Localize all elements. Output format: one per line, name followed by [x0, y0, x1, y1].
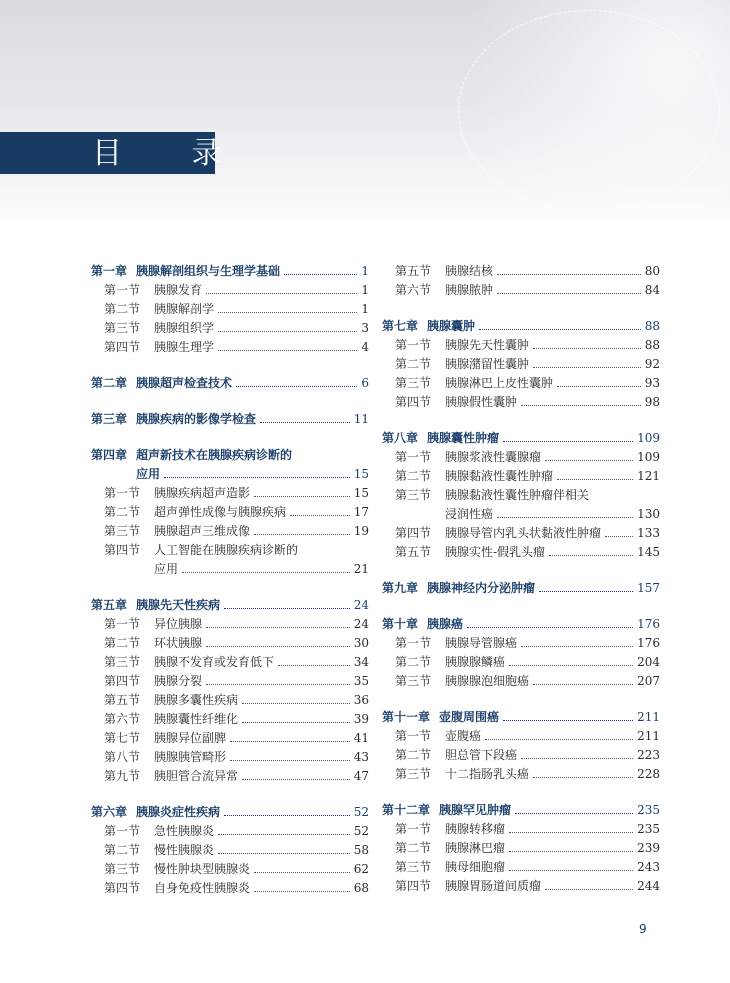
- page-ref: 41: [353, 731, 369, 745]
- toc-section-entry[interactable]: [382, 653, 660, 672]
- toc-section-entry[interactable]: [382, 281, 660, 300]
- page-ref: 243: [637, 860, 660, 874]
- page-ref: 235: [637, 822, 660, 836]
- toc-section-entry[interactable]: [382, 634, 660, 653]
- toc-section-entry[interactable]: [91, 710, 369, 729]
- dot-leader: [509, 656, 633, 666]
- toc-section-entry[interactable]: [91, 691, 369, 710]
- page-ref: 1: [361, 283, 369, 297]
- dot-leader: [206, 637, 350, 647]
- page-ref: 109: [637, 431, 660, 445]
- page-ref: 84: [644, 283, 660, 297]
- page-ref: 1: [361, 302, 369, 316]
- toc-section-entry[interactable]: [382, 765, 660, 784]
- toc-gap: [382, 598, 660, 615]
- section-number: 第四节: [104, 340, 141, 354]
- section-title: 胰腺脓肿: [445, 283, 494, 297]
- toc-gap: [91, 357, 369, 374]
- dot-leader: [557, 377, 641, 387]
- dot-leader: [533, 768, 633, 778]
- section-number: 第二节: [395, 841, 432, 855]
- page-ref: 133: [637, 526, 660, 540]
- section-number: 第一节: [395, 636, 432, 650]
- dot-leader: [533, 675, 633, 685]
- dot-leader: [509, 823, 633, 833]
- page-ref: 11: [353, 412, 369, 426]
- section-number: 第二节: [104, 302, 141, 316]
- section-title: 胰腺黏液性囊性肿瘤: [445, 469, 554, 483]
- chapter-number: 第十二章: [382, 803, 431, 817]
- section-number: 第三节: [395, 488, 432, 502]
- page-ref: 3: [361, 321, 369, 335]
- dot-leader: [515, 804, 633, 814]
- section-number: 第三节: [104, 655, 141, 669]
- page-ref: 30: [353, 636, 369, 650]
- toc-section-entry[interactable]: [382, 543, 660, 562]
- section-number: 第二节: [395, 357, 432, 371]
- section-number: 第一节: [395, 822, 432, 836]
- section-number: 第三节: [395, 767, 432, 781]
- toc-chapter-entry[interactable]: [91, 374, 369, 393]
- chapter-title: 胰腺超声检查技术: [136, 376, 233, 390]
- page-ref: 15: [353, 486, 369, 500]
- section-number: 第五节: [395, 545, 432, 559]
- chapter-title: 胰腺囊肿: [427, 319, 476, 333]
- section-title: 胰腺囊性纤维化: [154, 712, 239, 726]
- dot-leader: [605, 527, 633, 537]
- page-ref: 109: [637, 450, 660, 464]
- section-title: 胰腺淋巴上皮性囊肿: [445, 376, 554, 390]
- section-number: 第二节: [104, 636, 141, 650]
- dot-leader: [521, 749, 633, 759]
- section-number: 第四节: [395, 879, 432, 893]
- section-number: 第一节: [104, 824, 141, 838]
- chapter-title: 超声新技术在胰腺疾病诊断的: [136, 448, 293, 462]
- chapter-title: 胰腺疾病的影像学检查: [136, 412, 257, 426]
- chapter-title: 胰腺炎症性疾病: [136, 805, 221, 819]
- page-ref: 36: [353, 693, 369, 707]
- section-title: 胰腺发育: [154, 283, 203, 297]
- chapter-title: 胰腺神经内分泌肿瘤: [427, 581, 536, 595]
- dot-leader: [497, 508, 633, 518]
- toc-section-entry[interactable]: [382, 393, 660, 412]
- dot-leader: [260, 413, 350, 423]
- toc-section-entry[interactable]: [382, 672, 660, 691]
- page-ref: 1: [361, 264, 369, 278]
- dot-leader: [509, 861, 633, 871]
- toc-section-entry[interactable]: [91, 503, 369, 522]
- page-ref: 39: [353, 712, 369, 726]
- toc-section-entry[interactable]: [91, 300, 369, 319]
- dot-leader: [290, 506, 350, 516]
- section-title: 胰腺结核: [445, 264, 494, 278]
- section-title: 慢性胰腺炎: [154, 843, 215, 857]
- section-number: 第四节: [395, 526, 432, 540]
- toc-section-entry[interactable]: [382, 374, 660, 393]
- dot-leader: [533, 358, 641, 368]
- toc-section-entry[interactable]: [91, 822, 369, 841]
- section-number: 第五节: [104, 693, 141, 707]
- chapter-title: 胰腺癌: [427, 617, 464, 631]
- section-number: 第四节: [104, 881, 141, 895]
- section-title: 胰腺淋巴瘤: [445, 841, 506, 855]
- section-number: 第四节: [104, 674, 141, 688]
- dot-leader: [533, 339, 641, 349]
- page-number: 9: [639, 922, 647, 936]
- dot-leader: [242, 694, 350, 704]
- toc-section-entry[interactable]: [91, 338, 369, 357]
- chapter-title: 应用: [136, 467, 161, 481]
- dot-leader: [164, 468, 350, 478]
- chapter-number: 第十一章: [382, 710, 431, 724]
- page-ref: 157: [637, 581, 660, 595]
- page-ref: 6: [361, 376, 369, 390]
- section-number: 第二节: [395, 748, 432, 762]
- section-title: 胆总管下段癌: [445, 748, 518, 762]
- section-title: 胰腺黏液性囊性肿瘤伴相关: [445, 488, 590, 502]
- toc-section-entry[interactable]: [91, 748, 369, 767]
- page-ref: 52: [353, 805, 369, 819]
- dot-leader: [521, 396, 641, 406]
- toc-chapter-entry[interactable]: [382, 579, 660, 598]
- toc-gap: [91, 429, 369, 446]
- section-title: 胰腺分裂: [154, 674, 203, 688]
- page-ref: 145: [637, 545, 660, 559]
- toc-section-entry[interactable]: [91, 560, 369, 579]
- dot-leader: [467, 618, 633, 628]
- section-title: 胰腺导管腺癌: [445, 636, 518, 650]
- chapter-number: 第九章: [382, 581, 419, 595]
- dot-leader: [218, 341, 357, 351]
- decorative-dotted-arc: [458, 10, 720, 212]
- section-title: 胰腺解剖学: [154, 302, 215, 316]
- section-number: 第四节: [104, 543, 141, 557]
- page-ref: 62: [353, 862, 369, 876]
- toc-gap: [91, 393, 369, 410]
- section-title: 慢性肿块型胰腺炎: [154, 862, 251, 876]
- section-title: 异位胰腺: [154, 617, 203, 631]
- section-number: 第六节: [395, 283, 432, 297]
- dot-leader: [254, 525, 350, 535]
- section-number: 第二节: [395, 655, 432, 669]
- page-ref: 244: [637, 879, 660, 893]
- dot-leader: [218, 844, 350, 854]
- toc-section-entry[interactable]: [91, 615, 369, 634]
- dot-leader: [242, 713, 350, 723]
- chapter-title: 胰腺先天性疾病: [136, 598, 221, 612]
- chapter-number: 第四章: [91, 448, 128, 462]
- section-title: 胰腺腺鳞癌: [445, 655, 506, 669]
- section-title: 胰腺先天性囊肿: [445, 338, 530, 352]
- section-title: 人工智能在胰腺疾病诊断的: [154, 543, 299, 557]
- page-ref: 204: [637, 655, 660, 669]
- toc-gap: [91, 579, 369, 596]
- section-number: 第一节: [104, 617, 141, 631]
- chapter-number: 第六章: [91, 805, 128, 819]
- section-number: 第五节: [395, 264, 432, 278]
- dot-leader: [218, 322, 357, 332]
- toc-gap: [382, 562, 660, 579]
- toc-section-entry[interactable]: [382, 746, 660, 765]
- toc-section-entry[interactable]: [91, 634, 369, 653]
- section-title: 胰胆管合流异常: [154, 769, 239, 783]
- page-ref: 130: [637, 507, 660, 521]
- section-number: 第三节: [395, 376, 432, 390]
- chapter-title: 壶腹周围癌: [439, 710, 500, 724]
- dot-leader: [545, 451, 633, 461]
- toc-section-entry[interactable]: [382, 505, 660, 524]
- toc-section-entry[interactable]: [91, 860, 369, 879]
- dot-leader: [539, 582, 633, 592]
- page-ref: 211: [637, 710, 660, 724]
- dot-leader: [521, 637, 633, 647]
- toc-chapter-entry[interactable]: [382, 801, 660, 820]
- section-number: 第一节: [395, 338, 432, 352]
- section-title: 胰母细胞瘤: [445, 860, 506, 874]
- page-ref: 92: [644, 357, 660, 371]
- page-ref: 21: [353, 562, 369, 576]
- chapter-number: 第五章: [91, 598, 128, 612]
- toc-gap: [91, 786, 369, 803]
- toc-chapter-entry[interactable]: [91, 803, 369, 822]
- page-ref: 52: [353, 824, 369, 838]
- toc-chapter-entry[interactable]: [382, 615, 660, 634]
- dot-leader: [224, 806, 350, 816]
- section-number: 第二节: [395, 469, 432, 483]
- dot-leader: [230, 751, 350, 761]
- section-number: 第七节: [104, 731, 141, 745]
- section-number: 第三节: [104, 321, 141, 335]
- toc-section-entry[interactable]: [382, 820, 660, 839]
- chapter-number: 第一章: [91, 264, 128, 278]
- toc-section-entry[interactable]: [382, 727, 660, 746]
- toc-section-entry[interactable]: [382, 448, 660, 467]
- section-title: 胰腺腺泡细胞癌: [445, 674, 530, 688]
- toc-gap: [382, 691, 660, 708]
- section-title: 胰腺生理学: [154, 340, 215, 354]
- page-ref: 34: [353, 655, 369, 669]
- toc-section-entry[interactable]: [91, 484, 369, 503]
- section-title: 十二指肠乳头癌: [445, 767, 530, 781]
- section-title: 超声弹性成像与胰腺疾病: [154, 505, 287, 519]
- toc-section-entry[interactable]: [382, 467, 660, 486]
- section-number: 第三节: [104, 862, 141, 876]
- toc-section-entry[interactable]: [91, 729, 369, 748]
- section-title: 胰腺不发育或发育低下: [154, 655, 275, 669]
- chapter-title: 胰腺解剖组织与生理学基础: [136, 264, 281, 278]
- page-ref: 17: [353, 505, 369, 519]
- page-ref: 98: [644, 395, 660, 409]
- section-title: 浸润性癌: [445, 507, 494, 521]
- section-title: 胰腺超声三维成像: [154, 524, 251, 538]
- chapter-number: 第三章: [91, 412, 128, 426]
- dot-leader: [278, 656, 350, 666]
- section-number: 第二节: [104, 843, 141, 857]
- dot-leader: [206, 675, 350, 685]
- dot-leader: [242, 770, 350, 780]
- section-title: 急性胰腺炎: [154, 824, 215, 838]
- page-ref: 176: [637, 636, 660, 650]
- chapter-number: 第八章: [382, 431, 419, 445]
- toc-section-entry[interactable]: [382, 486, 660, 505]
- section-title: 胰腺转移瘤: [445, 822, 506, 836]
- toc-gap: [382, 300, 660, 317]
- dot-leader: [236, 377, 357, 387]
- toc-section-entry[interactable]: [382, 262, 660, 281]
- page-ref: 68: [353, 881, 369, 895]
- section-title: 环状胰腺: [154, 636, 203, 650]
- toc-section-entry[interactable]: [91, 319, 369, 338]
- chapter-title: 胰腺囊性肿瘤: [427, 431, 500, 445]
- chapter-number: 第二章: [91, 376, 128, 390]
- section-number: 第三节: [395, 674, 432, 688]
- chapter-title: 胰腺罕见肿瘤: [439, 803, 512, 817]
- section-number: 第八节: [104, 750, 141, 764]
- toc-section-entry[interactable]: [382, 336, 660, 355]
- toc-section-entry[interactable]: [91, 541, 369, 560]
- page-ref: 93: [644, 376, 660, 390]
- section-title: 壶腹癌: [445, 729, 482, 743]
- dot-leader: [545, 880, 633, 890]
- section-title: 胰腺实性-假乳头瘤: [445, 545, 546, 559]
- toc-section-entry[interactable]: [382, 524, 660, 543]
- toc-chapter-entry[interactable]: [91, 262, 369, 281]
- toc-chapter-entry[interactable]: [91, 465, 369, 484]
- section-number: 第二节: [104, 505, 141, 519]
- dot-leader: [497, 265, 641, 275]
- page-ref: 121: [637, 469, 660, 483]
- section-title: 胰腺异位副脾: [154, 731, 227, 745]
- section-number: 第一节: [104, 486, 141, 500]
- dot-leader: [206, 618, 350, 628]
- toc-right-column: [382, 262, 660, 896]
- toc-section-entry[interactable]: [382, 839, 660, 858]
- toc-section-entry[interactable]: [91, 281, 369, 300]
- section-number: 第一节: [395, 450, 432, 464]
- toc-section-entry[interactable]: [91, 767, 369, 786]
- page-ref: 207: [637, 674, 660, 688]
- page-ref: 176: [637, 617, 660, 631]
- toc-chapter-entry[interactable]: [382, 708, 660, 727]
- page-ref: 43: [353, 750, 369, 764]
- chapter-number: 第十章: [382, 617, 419, 631]
- section-title: 胰腺浆液性囊腺瘤: [445, 450, 542, 464]
- dot-leader: [497, 284, 641, 294]
- dot-leader: [557, 470, 633, 480]
- dot-leader: [218, 825, 350, 835]
- section-title: 胰腺组织学: [154, 321, 215, 335]
- page-ref: 47: [353, 769, 369, 783]
- toc-section-entry[interactable]: [382, 355, 660, 374]
- dot-leader: [549, 546, 633, 556]
- section-number: 第四节: [395, 395, 432, 409]
- page-ref: 228: [637, 767, 660, 781]
- section-number: 第六节: [104, 712, 141, 726]
- toc-left-column: [91, 262, 369, 898]
- toc-section-entry[interactable]: [91, 653, 369, 672]
- toc-section-entry[interactable]: [91, 841, 369, 860]
- toc-chapter-entry[interactable]: [382, 429, 660, 448]
- section-title: 胰腺假性囊肿: [445, 395, 518, 409]
- page-ref: 15: [353, 467, 369, 481]
- dot-leader: [503, 711, 633, 721]
- dot-leader: [230, 732, 350, 742]
- dot-leader: [254, 863, 350, 873]
- dot-leader: [485, 730, 633, 740]
- page-ref: 239: [637, 841, 660, 855]
- dot-leader: [503, 432, 633, 442]
- page-ref: 211: [637, 729, 660, 743]
- dot-leader: [254, 882, 350, 892]
- page-ref: 58: [353, 843, 369, 857]
- toc-section-entry[interactable]: [91, 522, 369, 541]
- section-title: 胰腺疾病超声造影: [154, 486, 251, 500]
- section-title: 胰腺胃肠道间质瘤: [445, 879, 542, 893]
- toc-chapter-entry[interactable]: [91, 446, 369, 465]
- page-ref: 80: [644, 264, 660, 278]
- page-ref: 4: [361, 340, 369, 354]
- dot-leader: [224, 599, 350, 609]
- dot-leader: [206, 284, 357, 294]
- page-title: 目 录: [92, 136, 252, 171]
- toc-section-entry[interactable]: [382, 858, 660, 877]
- section-number: 第三节: [395, 860, 432, 874]
- dot-leader: [509, 842, 633, 852]
- toc-section-entry[interactable]: [382, 877, 660, 896]
- section-title: 胰腺导管内乳头状黏液性肿瘤: [445, 526, 602, 540]
- section-number: 第一节: [104, 283, 141, 297]
- dot-leader: [284, 265, 357, 275]
- toc-chapter-entry[interactable]: [91, 596, 369, 615]
- section-title: 应用: [154, 562, 179, 576]
- toc-gap: [382, 784, 660, 801]
- page-ref: 24: [353, 598, 369, 612]
- toc-chapter-entry[interactable]: [382, 317, 660, 336]
- dot-leader: [218, 303, 357, 313]
- section-title: 自身免疫性胰腺炎: [154, 881, 251, 895]
- section-title: 胰腺胰管畸形: [154, 750, 227, 764]
- dot-leader: [254, 487, 350, 497]
- toc-section-entry[interactable]: [91, 879, 369, 898]
- toc-chapter-entry[interactable]: [91, 410, 369, 429]
- page-ref: 223: [637, 748, 660, 762]
- toc-section-entry[interactable]: [91, 672, 369, 691]
- page-ref: 88: [644, 319, 660, 333]
- page-ref: 24: [353, 617, 369, 631]
- section-title: 胰腺潴留性囊肿: [445, 357, 530, 371]
- toc-gap: [382, 412, 660, 429]
- page-ref: 35: [353, 674, 369, 688]
- section-title: 胰腺多囊性疾病: [154, 693, 239, 707]
- section-number: 第三节: [104, 524, 141, 538]
- dot-leader: [182, 563, 350, 573]
- section-number: 第一节: [395, 729, 432, 743]
- chapter-number: 第七章: [382, 319, 419, 333]
- page-ref: 235: [637, 803, 660, 817]
- dot-leader: [479, 320, 641, 330]
- page-ref: 19: [353, 524, 369, 538]
- section-number: 第九节: [104, 769, 141, 783]
- page-ref: 88: [644, 338, 660, 352]
